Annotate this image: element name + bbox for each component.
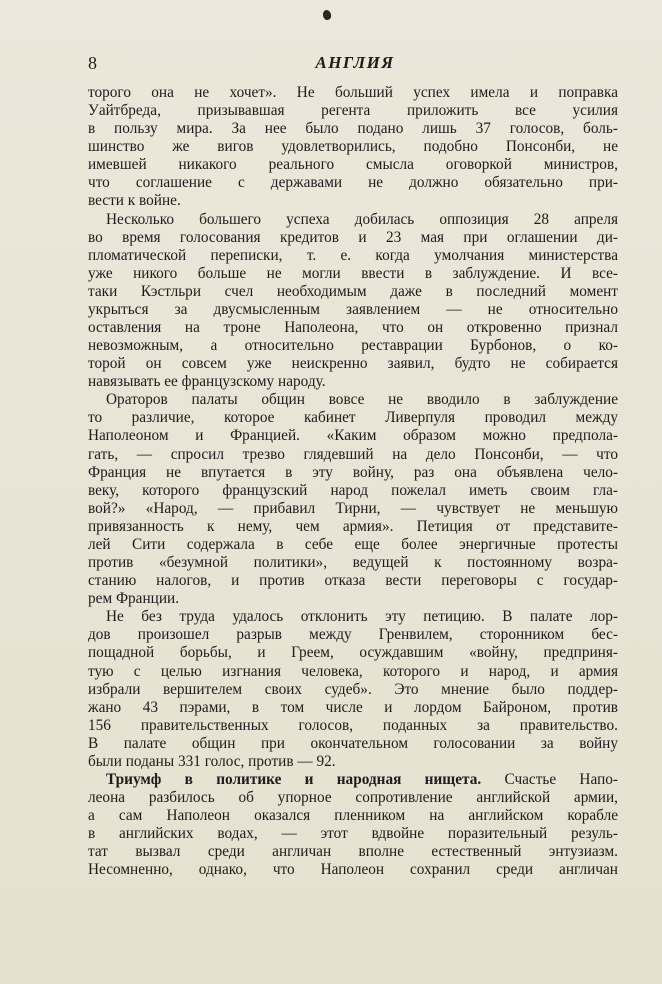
text-line: тую с целью изгнания человека, которого и народ, и армия <box>88 662 618 680</box>
paragraph <box>88 211 618 392</box>
text-line: оставления на троне Наполеона, что он откровенно признал <box>88 319 618 337</box>
section-runin-heading: Триумф в политике и народная нищета. <box>106 770 482 788</box>
text-line: таки Кэстльри счел необходимым даже в последний момент <box>88 282 618 300</box>
text-line: имевшей никакого реального смысла оговоркой министров, <box>88 156 618 174</box>
text-line: гать, — спросил трезво глядевший на дело Понсонби, — что <box>88 445 618 463</box>
text-line <box>88 771 618 789</box>
body-text <box>88 84 618 879</box>
text-line: станию налогов, и против отказа вести переговоры с государ- <box>88 572 618 590</box>
text-line: во время голосования кредитов и 23 мая при оглашении ди- <box>88 228 618 246</box>
text-line: в английских водах, — этот вдвойне поразительный резуль- <box>88 825 618 843</box>
text-line: тат вызвал среди англичан вполне естественный энтузиазм. <box>88 843 618 861</box>
text-line: уже никого больше не могли ввести в заблуждение. И все- <box>88 264 618 282</box>
text-line: торого она не хочет». Не больший успех имела и поправка <box>88 84 618 101</box>
text-line: были поданы 331 голос, против — 92. <box>88 752 336 770</box>
paragraph <box>88 391 618 608</box>
text-line: Франция не впутается в эту войну, раз она объявлена чело- <box>88 463 618 481</box>
text-line: Несомненно, однако, что Наполеон сохранил среди англичан <box>88 861 618 879</box>
text-line: рем Франции. <box>88 590 180 608</box>
text-line: Не без труда удалось отклонить эту петицию. В палате лор- <box>106 608 618 626</box>
text-line: торой он совсем уже неискренно заявил, будто не собирается <box>88 355 618 373</box>
text-line: привязанность к нему, чем армия». Петиция от представите- <box>88 517 618 535</box>
text-fragment: Счастье Напо- <box>481 770 618 788</box>
text-line: лей Сити содержала в себе еще более энергичные протесты <box>88 535 618 553</box>
text-line: 156 правительственных голосов, поданных за правительство. <box>88 716 618 734</box>
paragraph <box>88 84 618 211</box>
text-line: вой?» «Народ, — прибавил Тирни, — чувствует не меньшую <box>88 499 618 517</box>
text-line: Несколько большего успеха добилась оппозиция 28 апреля <box>106 210 618 228</box>
text-line: пломатической переписки, т. е. когда умолчания министерства <box>88 246 618 264</box>
text-line: леона разбилось об упорное сопротивление английской армии, <box>88 789 618 807</box>
page-number: 8 <box>88 53 97 73</box>
text-line: вести к войне. <box>88 192 181 210</box>
text-line: избрали вершителем своих судеб». Это мнение было поддер- <box>88 680 618 698</box>
text-line: невозможным, а относительно реставрации Бурбонов, о ко- <box>88 337 618 355</box>
ink-spot <box>322 9 332 20</box>
text-line: Уайтбреда, призывавшая регента приложить все усилия <box>88 102 618 120</box>
page-header <box>88 52 622 76</box>
text-line: в пользу мира. За нее было подано лишь 37 голосов, боль- <box>88 120 618 138</box>
text-line: жано 43 пэрами, в том числе и лордом Байроном, против <box>88 698 618 716</box>
text-line: навязывать ее французскому народу. <box>88 373 326 391</box>
text-line: Наполеоном и Францией. «Каким образом можно предпола- <box>88 427 618 445</box>
text-line: шинство же вигов удовлетворились, подобно Понсонби, не <box>88 138 618 156</box>
running-title: АНГЛИЯ <box>315 53 395 72</box>
paragraph <box>88 608 618 771</box>
text-line: укрыться за двусмысленным заявлением — не относительно <box>88 300 618 318</box>
text-line: что соглашение с державами не должно обязательно при- <box>88 174 618 192</box>
text-line: В палате общин при окончательном голосовании за войну <box>88 734 618 752</box>
paragraph <box>88 771 618 879</box>
text-line: то различие, которое кабинет Ливерпуля проводил между <box>88 409 618 427</box>
text-line: веку, которого французский народ пожелал иметь своим гла- <box>88 481 618 499</box>
text-line: а сам Наполеон оказался пленником на английском корабле <box>88 807 618 825</box>
text-line: против «безумной политики», ведущей к постоянному возра- <box>88 554 618 572</box>
text-line: дов произошел разрыв между Гренвилем, сторонником бес- <box>88 626 618 644</box>
text-line: Ораторов палаты общин вовсе не вводило в заблуждение <box>106 391 618 409</box>
text-line: пощадной борьбы, и Греем, осуждавшим «войну, предприня- <box>88 644 618 662</box>
